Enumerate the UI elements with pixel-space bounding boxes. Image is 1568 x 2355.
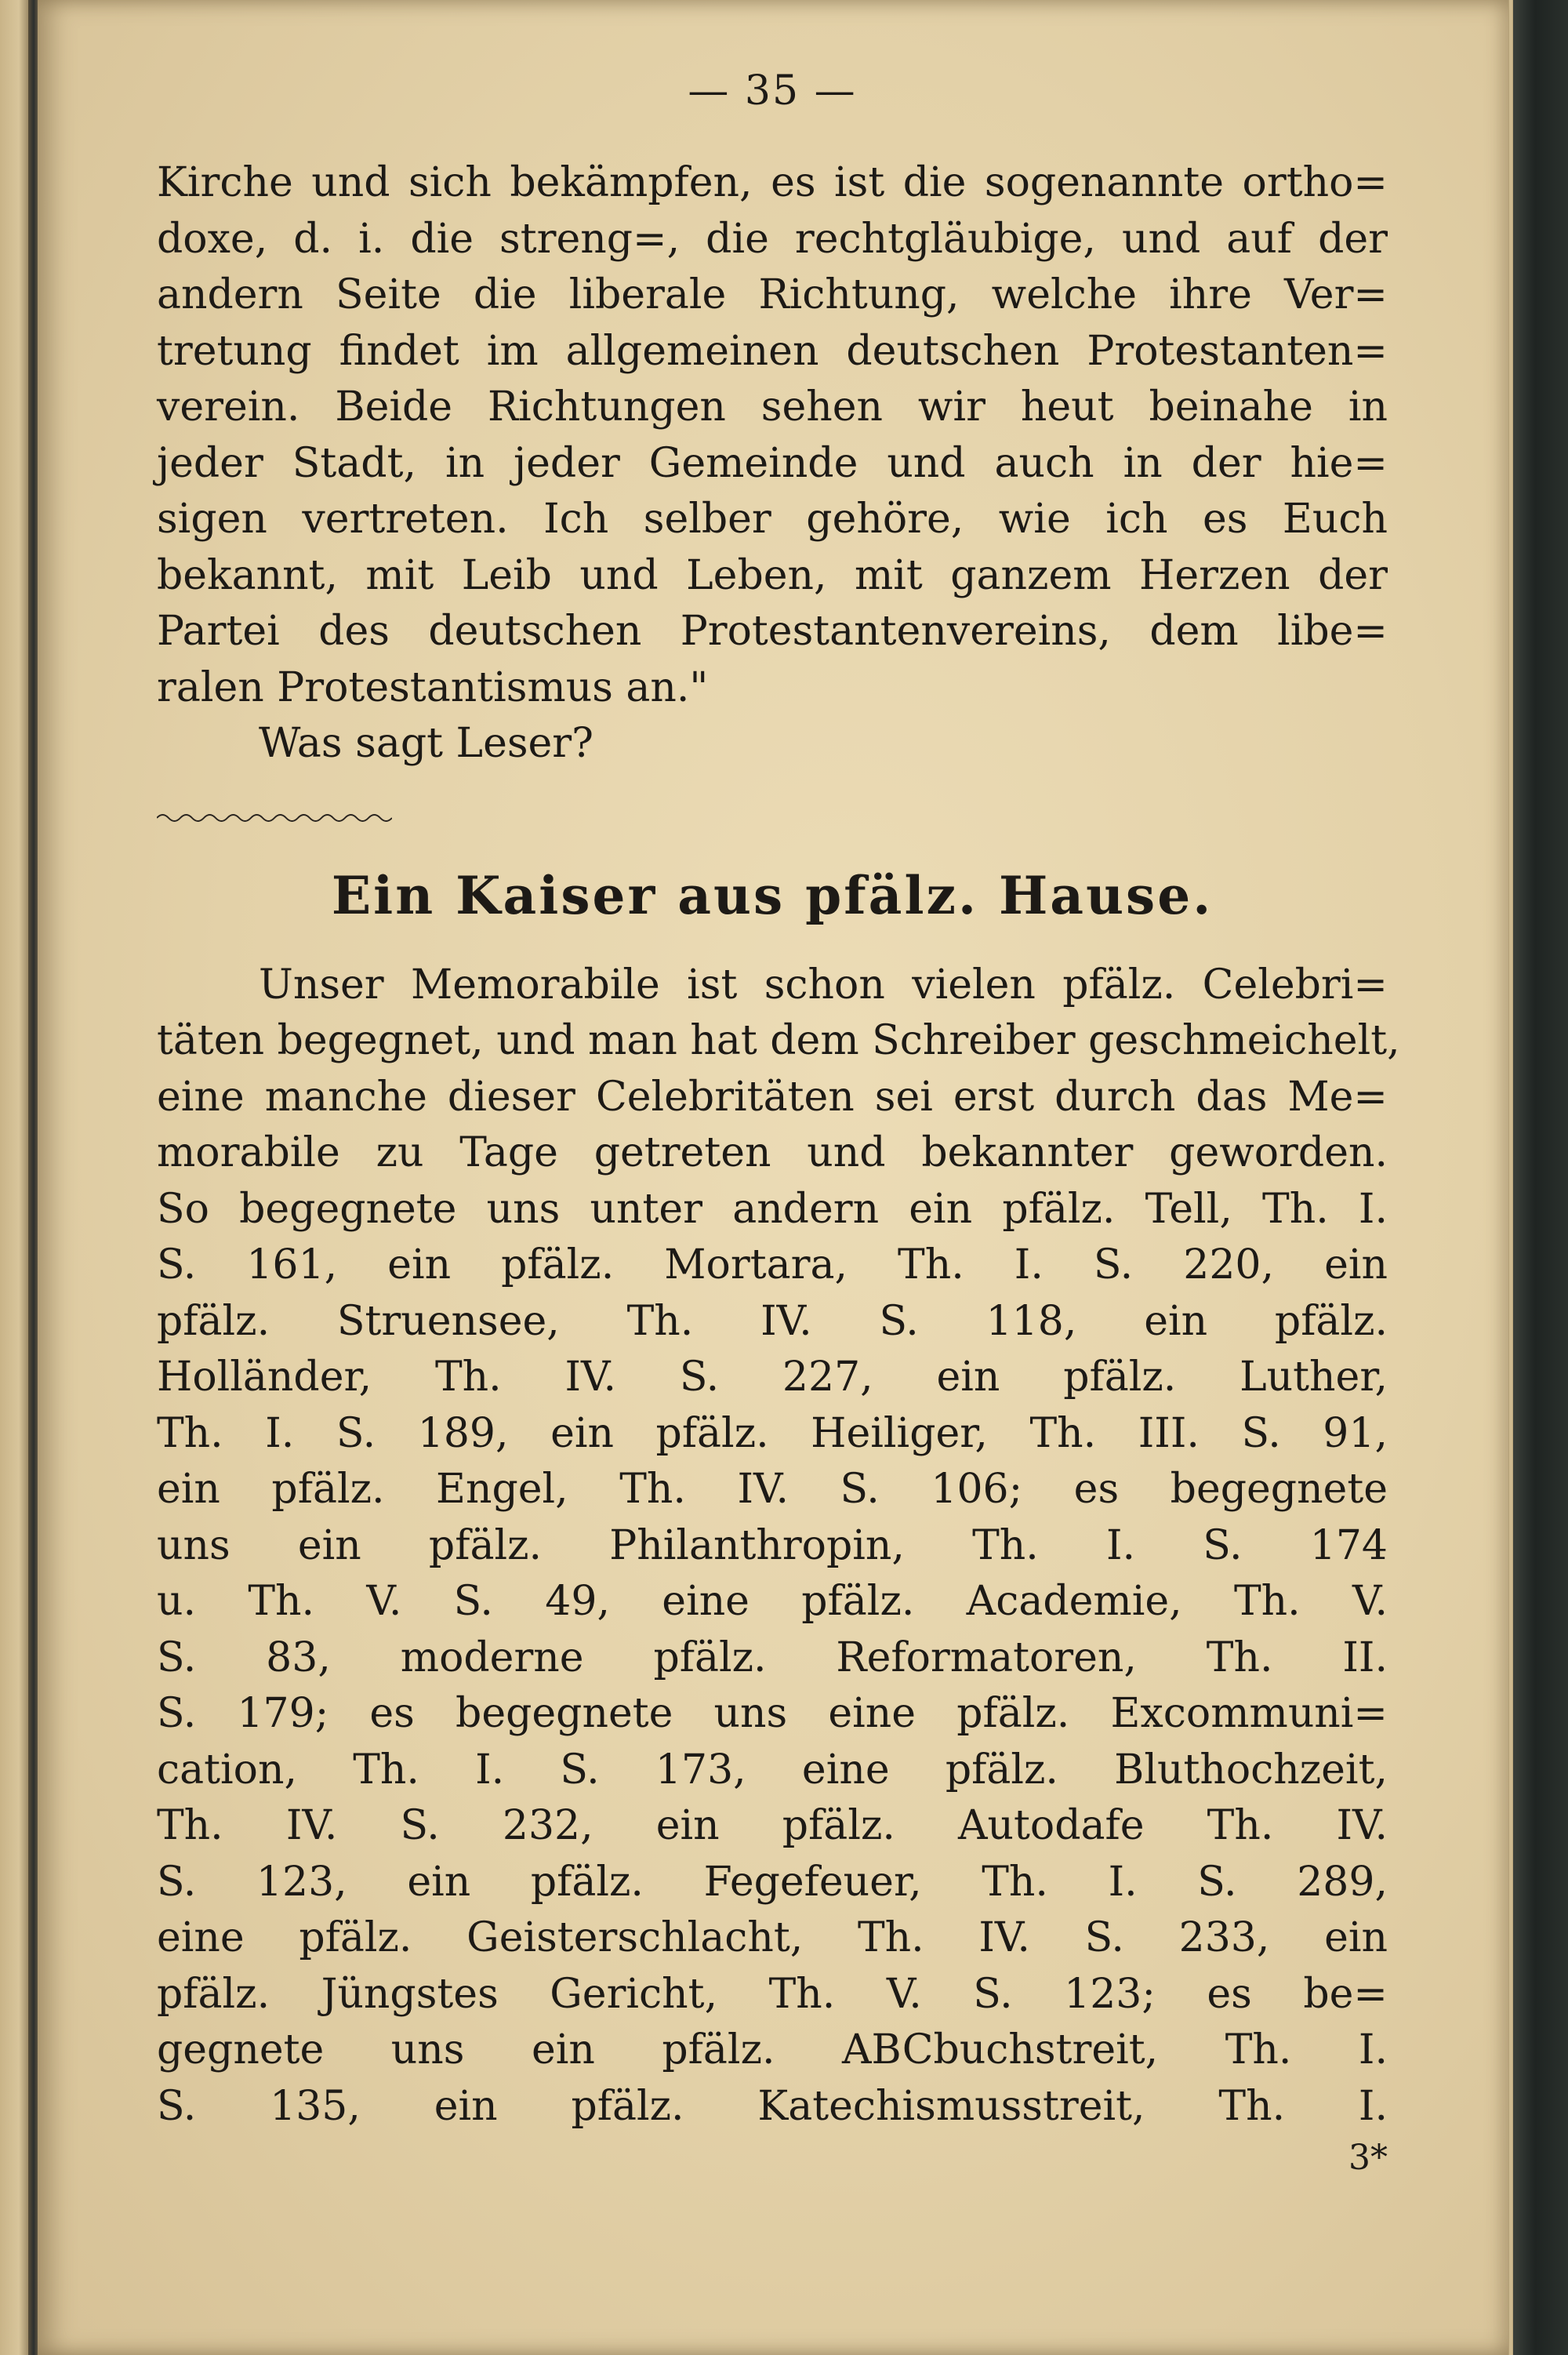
- text-line: cation, Th. I. S. 173, eine pfälz. Bluthochzeit,: [157, 1746, 1388, 1794]
- text-line: ralen Protestantismus an.": [157, 663, 709, 711]
- text-line: sigen vertreten. Ich selber gehöre, wie ich es Euch: [157, 496, 1388, 543]
- text-line: Th. I. S. 189, ein pfälz. Heiliger, Th. III. S. 91,: [157, 1409, 1388, 1457]
- text-line: eine pfälz. Geisterschlacht, Th. IV. S. 233, ein: [157, 1914, 1388, 1961]
- text-line: S. 161, ein pfälz. Mortara, Th. I. S. 220, ein: [157, 1241, 1388, 1288]
- text-line: Kirche und sich bekämpfen, es ist die sogenannte ortho=: [157, 159, 1388, 206]
- text-line: Partei des deutschen Protestantenvereins, dem libe=: [157, 608, 1388, 655]
- section-heading: Ein Kaiser aus pfälz. Hause.: [331, 864, 1214, 926]
- text-line: eine manche dieser Celebritäten sei erst durch das Me=: [157, 1073, 1388, 1121]
- paragraph-memorabile: [157, 958, 1400, 2135]
- text-line: S. 135, ein pfälz. Katechismusstreit, Th. I.: [157, 2082, 1388, 2130]
- text-line: So begegnete uns unter andern ein pfälz. Tell, Th. I.: [157, 1185, 1388, 1233]
- text-line: Unser Memorabile ist schon vielen pfälz. Celebri=: [259, 961, 1388, 1009]
- text-line: bekannt, mit Leib und Leben, mit ganzem Herzen der: [157, 551, 1388, 599]
- text-line: gegnete uns ein pfälz. ABCbuchstreit, Th. I.: [157, 2026, 1388, 2073]
- page-number: — 35 —: [688, 67, 857, 114]
- paragraph-continuation: [157, 155, 1388, 772]
- text-line: u. Th. V. S. 49, eine pfälz. Academie, Th. V.: [157, 1578, 1388, 1625]
- text-line: verein. Beide Richtungen sehen wir heut beinahe in: [157, 383, 1388, 431]
- text-line: Holländer, Th. IV. S. 227, ein pfälz. Luther,: [157, 1354, 1388, 1401]
- text-block: [157, 67, 1400, 2178]
- text-line: andern Seite die liberale Richtung, welche ihre Ver=: [157, 271, 1388, 318]
- text-line: doxe, d. i. die streng=, die rechtgläubige, und auf der: [157, 215, 1388, 263]
- text-line: täten begegnet, und man hat dem Schreiber geschmeichelt,: [157, 1017, 1400, 1064]
- facing-page-edge: [0, 0, 31, 2355]
- text-line: S. 123, ein pfälz. Fegefeuer, Th. I. S. 289,: [157, 1858, 1388, 1906]
- text-line: S. 179; es begegnete uns eine pfälz. Excommuni=: [157, 1690, 1388, 1737]
- text-line: S. 83, moderne pfälz. Reformatoren, Th. II.: [157, 1634, 1388, 1681]
- text-line: Th. IV. S. 232, ein pfälz. Autodafe Th. IV.: [157, 1802, 1388, 1849]
- book-page: [38, 0, 1508, 2355]
- text-line: pfälz. Jüngstes Gericht, Th. V. S. 123; es be=: [157, 1970, 1388, 2018]
- signature-mark: 3*: [1348, 2138, 1388, 2178]
- text-line: jeder Stadt, in jeder Gemeinde und auch in der hie=: [157, 439, 1388, 487]
- text-line: tretung findet im allgemeinen deutschen Protestanten=: [157, 327, 1388, 375]
- text-line: uns ein pfälz. Philanthropin, Th. I. S. 174: [157, 1521, 1388, 1569]
- text-line: morabile zu Tage getreten und bekannter geworden.: [157, 1129, 1388, 1176]
- section-divider-ornament: [157, 810, 392, 826]
- book-cover-edge: [1513, 0, 1568, 2355]
- text-line: pfälz. Struensee, Th. IV. S. 118, ein pfälz.: [157, 1297, 1388, 1345]
- text-line: ein pfälz. Engel, Th. IV. S. 106; es begegnete: [157, 1466, 1388, 1513]
- closing-question: Was sagt Leser?: [259, 720, 594, 767]
